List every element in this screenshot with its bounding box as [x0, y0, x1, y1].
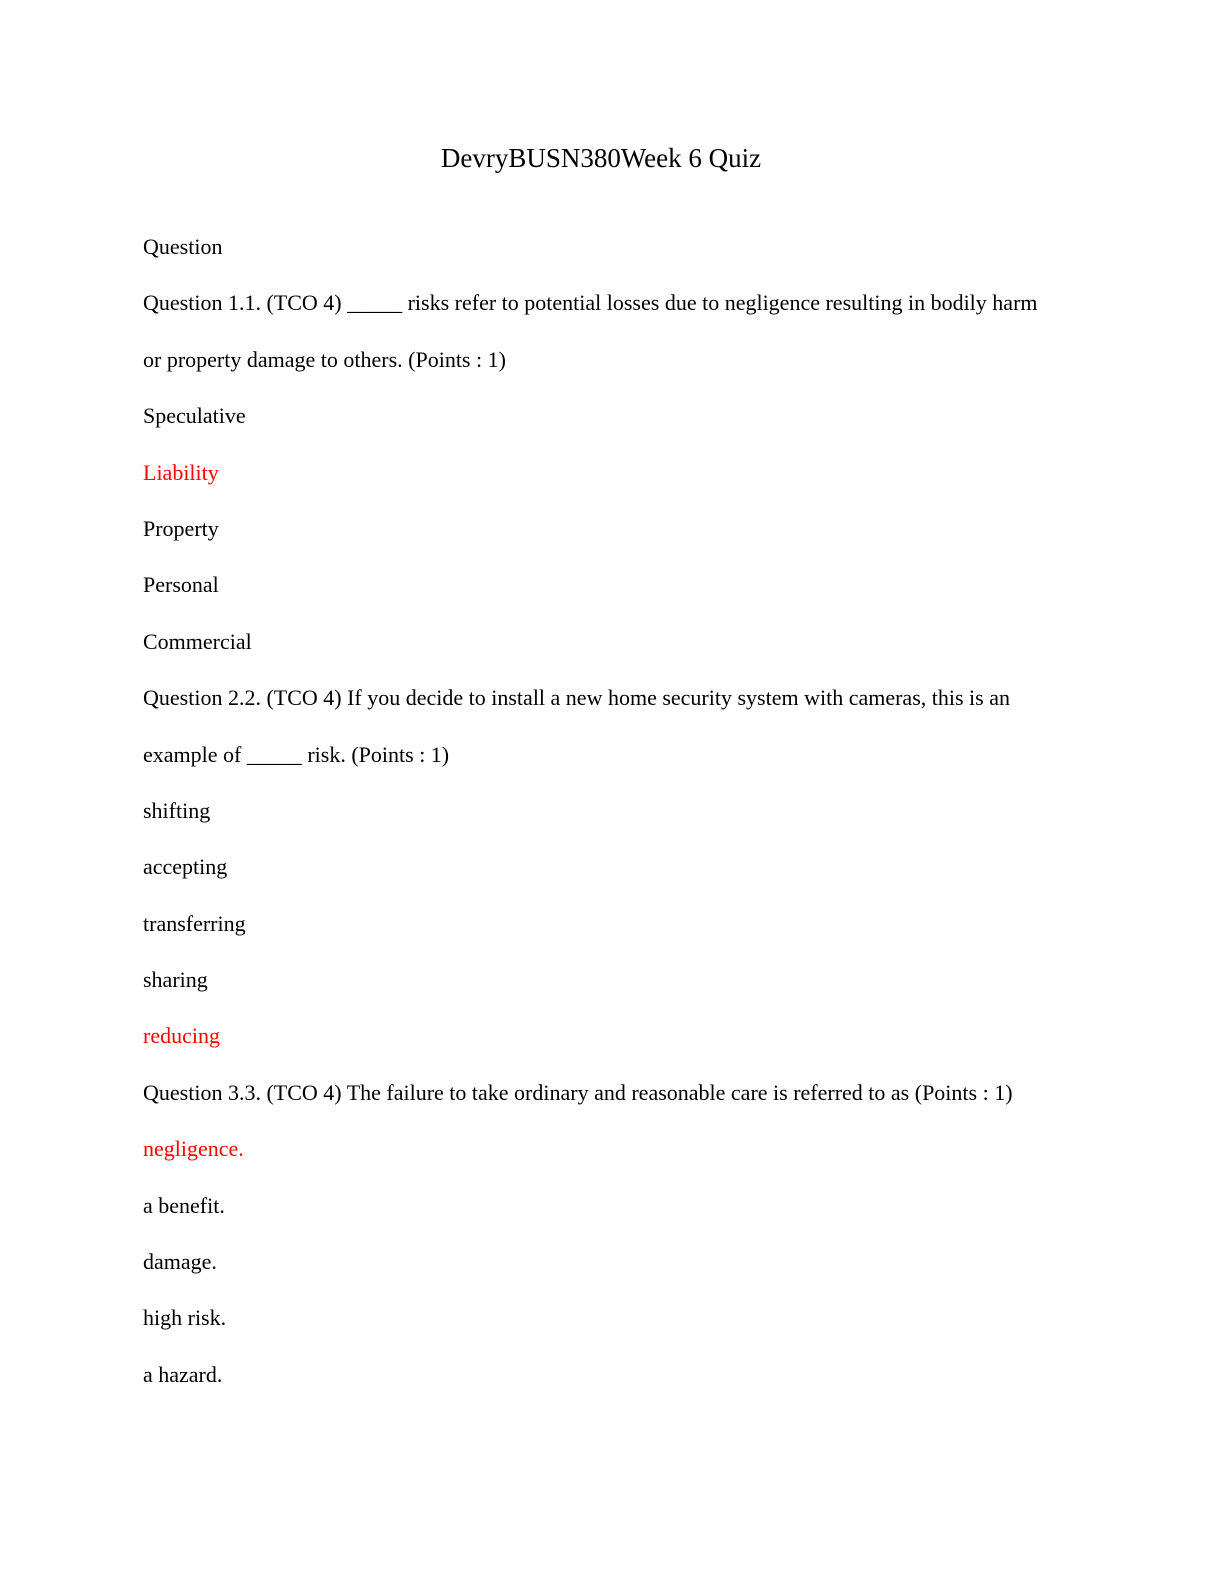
- question-1-text-line-2: or property damage to others. (Points : 1): [143, 346, 506, 372]
- question-1-option-1: Speculative: [143, 403, 246, 429]
- question-3-option-3: damage.: [143, 1249, 217, 1275]
- question-1-text-line-1: Question 1.1. (TCO 4) _____ risks refer to potential losses due to negligence resulting in bodily harm: [143, 290, 1038, 316]
- question-2-option-1: shifting: [143, 797, 211, 823]
- quiz-body: [143, 219, 1083, 1403]
- question-2-text-line-1: Question 2.2. (TCO 4) If you decide to install a new home security system with cameras, this is an: [143, 685, 1010, 711]
- question-3-text-line-1: Question 3.3. (TCO 4) The failure to take ordinary and reasonable care is referred to as (Points : 1): [143, 1079, 1013, 1105]
- question-2-option-4: sharing: [143, 967, 208, 993]
- question-2-text-line-2: example of _____ risk. (Points : 1): [143, 741, 450, 767]
- question-2-option-3: transferring: [143, 910, 246, 936]
- document-title: DevryBUSN380Week 6 Quiz: [440, 143, 762, 173]
- question-1-option-3: Property: [143, 515, 219, 541]
- question-3-option-4: high risk.: [143, 1305, 227, 1331]
- question-2-option-5-correct: reducing: [143, 1023, 220, 1049]
- question-1-option-5: Commercial: [143, 628, 252, 654]
- question-3-option-1-correct: negligence.: [143, 1136, 244, 1162]
- section-label: Question: [143, 234, 223, 259]
- question-1-option-2-correct: Liability: [143, 459, 219, 485]
- question-2-option-2: accepting: [143, 854, 228, 880]
- question-1-option-4: Personal: [143, 572, 219, 598]
- question-3-option-5: a hazard.: [143, 1361, 223, 1387]
- question-3-option-2: a benefit.: [143, 1192, 225, 1218]
